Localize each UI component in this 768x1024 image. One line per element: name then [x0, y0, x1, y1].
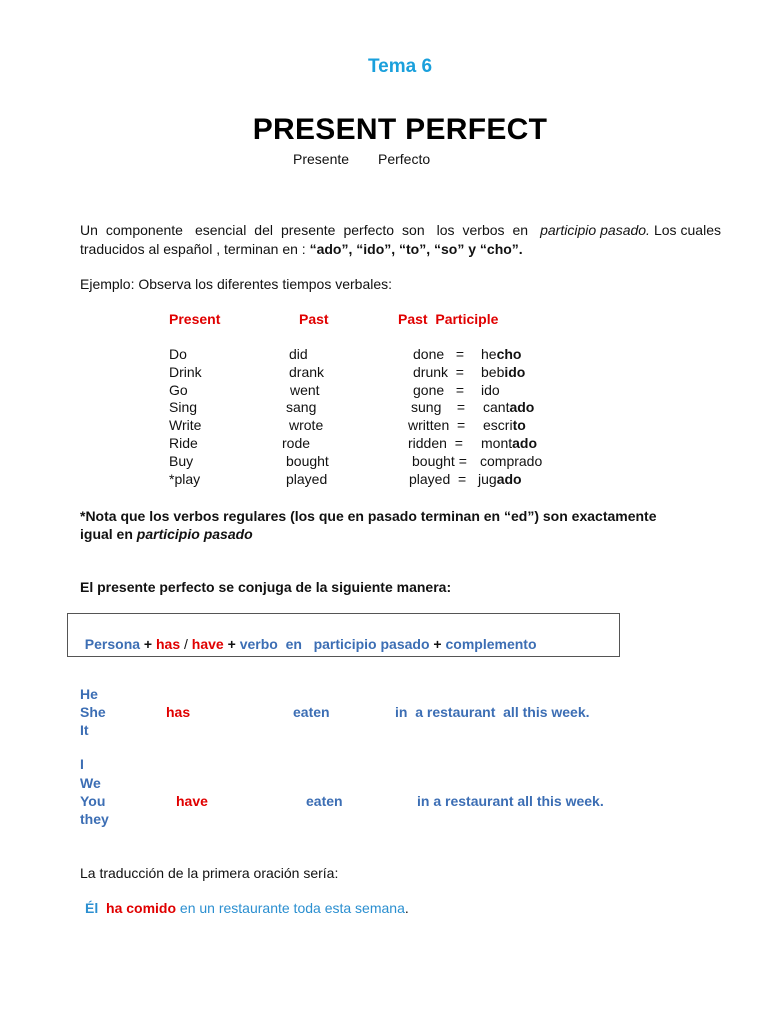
translation-el: Él [85, 900, 99, 916]
verb-past-participle: played = [409, 470, 467, 487]
intro-paragraph [80, 221, 721, 259]
verb-spanish [481, 435, 537, 451]
verb-spanish-stem: mont [481, 435, 513, 451]
formula-plus: + [429, 636, 446, 652]
verb-spanish-stem: ido [481, 381, 500, 398]
verb-spanish [481, 382, 500, 398]
formula-persona: Persona [84, 636, 141, 652]
example1-aux: has [166, 704, 191, 720]
example2-verb: eaten [306, 793, 343, 809]
verb-past: played [286, 470, 328, 487]
verb-present: *play [169, 470, 201, 487]
example2-subject: We [80, 775, 101, 791]
formula-plus: + [140, 636, 156, 652]
example1-subject: He [80, 686, 98, 702]
formula-complemento: complemento [445, 636, 537, 652]
verb-present: Do [169, 346, 187, 362]
subtitle-presente: Presente [293, 151, 350, 167]
translation-ha-comido: ha comido [106, 900, 177, 916]
intro-text: Un componente esencial del presente perfecto son los verbos en [80, 222, 541, 238]
lesson-number: Tema 6 [367, 56, 433, 77]
verb-present: Go [169, 381, 188, 398]
verb-past-participle: gone = [413, 381, 464, 398]
verb-past: bought [286, 452, 329, 469]
note-line2-text: igual en [80, 526, 137, 542]
header-present: Present [169, 311, 221, 327]
verb-present: Drink [169, 363, 202, 380]
verb-present: Write [169, 417, 202, 434]
verb-spanish-stem: comprado [480, 452, 543, 469]
intro-text-end: Los cuales traducidos al español , terminan en : [80, 222, 721, 257]
header-past: Past [299, 311, 329, 327]
translation-rest: en un restaurante toda esta semana [179, 900, 405, 916]
translation-dot: . [404, 900, 409, 916]
verb-present: Ride [169, 435, 198, 451]
verb-past: wrote [289, 417, 324, 434]
formula [77, 620, 537, 652]
verb-spanish-stem: jug [478, 470, 497, 487]
intro-italic: participio pasado. [540, 222, 650, 238]
note-line2-italic: participio pasado [136, 526, 253, 542]
verb-spanish-stem: escri [483, 417, 513, 434]
verb-spanish-ending: cho [496, 346, 522, 362]
verb-spanish-ending: ado [496, 470, 522, 487]
verb-past: rode [282, 435, 311, 451]
verb-spanish [481, 346, 521, 362]
example2-subject: You [80, 793, 106, 809]
formula-has: has [156, 636, 181, 652]
note-line2 [80, 526, 253, 542]
verb-past-participle: done = [413, 346, 464, 362]
formula-plus: + [223, 636, 240, 652]
verb-spanish-stem: beb [481, 363, 505, 380]
verb-past: drank [289, 363, 325, 380]
header-past-participle: Past Participle [398, 311, 499, 327]
verb-spanish-ending: ado [512, 435, 538, 451]
example2-aux: have [176, 793, 208, 809]
example2-subject: they [80, 811, 109, 827]
example1-subject: It [80, 722, 89, 738]
verb-spanish-ending: ado [509, 399, 535, 416]
example-intro: Ejemplo: Observa los diferentes tiempos verbales: [80, 276, 393, 292]
page-title: PRESENT PERFECT [252, 113, 548, 146]
verb-past-participle: drunk = [413, 363, 464, 380]
example1-complement: in a restaurant all this week. [395, 704, 590, 720]
conjugation-intro: El presente perfecto se conjuga de la siguiente manera: [80, 579, 452, 595]
verb-past-participle: sung = [411, 399, 466, 416]
translation-sentence [85, 900, 409, 916]
verb-past-participle: written = [408, 417, 466, 434]
example1-subject: She [80, 704, 106, 720]
verb-spanish-ending: to [512, 417, 526, 434]
formula-slash: / [180, 636, 192, 652]
verb-spanish [483, 417, 526, 433]
example2-subject: I [80, 756, 84, 772]
example1-verb: eaten [293, 704, 330, 720]
verb-spanish-stem: cant [483, 399, 510, 416]
intro-endings: “ado”, “ido”, “to”, “so” y “cho”. [309, 241, 523, 257]
verb-spanish [480, 453, 542, 469]
verb-spanish [483, 399, 534, 415]
translation-intro: La traducción de la primera oración sería: [80, 865, 339, 881]
formula-verbo: verbo en participio pasado [239, 636, 430, 652]
verb-past-participle: bought = [412, 452, 467, 469]
verb-spanish-ending: ido [504, 363, 526, 380]
note-line1: *Nota que los verbos regulares (los que en pasado terminan en “ed”) son exactamente [80, 508, 657, 524]
verb-past: went [290, 381, 320, 398]
verb-past: sang [286, 399, 317, 416]
verb-spanish-stem: he [481, 346, 497, 362]
verb-past: did [289, 346, 308, 362]
verb-present: Sing [169, 399, 198, 416]
formula-have: have [191, 636, 224, 652]
verb-spanish [478, 471, 522, 487]
verb-spanish [481, 364, 525, 380]
verb-present: Buy [169, 452, 194, 469]
example2-complement: in a restaurant all this week. [417, 793, 604, 809]
verb-past-participle: ridden = [408, 435, 463, 451]
subtitle-perfecto: Perfecto [378, 151, 431, 167]
